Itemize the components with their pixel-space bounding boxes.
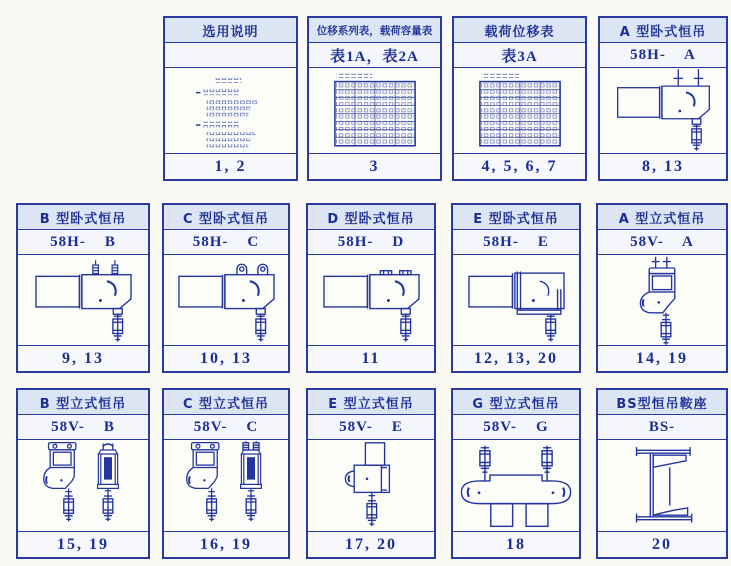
- diagram-58v-a-hanger: [634, 255, 690, 345]
- card-58h-b: [16, 203, 150, 373]
- card-title: B 型立式恒吊: [18, 390, 148, 415]
- diagram-58v-g-hanger: [453, 444, 579, 528]
- card-subtitle: [165, 43, 296, 68]
- card-subtitle: 58V- B: [18, 415, 148, 440]
- card-page-numbers: 12, 13, 20: [453, 345, 579, 371]
- card-subtitle: 58V- A: [598, 230, 726, 255]
- card-subtitle: 表1A，表2A: [309, 43, 440, 68]
- card-subtitle: 58V- E: [308, 415, 434, 440]
- diagram-58v-b-side-view: [42, 441, 84, 531]
- card-title: C 型卧式恒吊: [164, 205, 288, 230]
- diagram-58v-c-side-view: [185, 441, 227, 531]
- row-1: [163, 16, 731, 181]
- card-series-tables: [307, 16, 442, 181]
- diagram-58v-e-hanger: [335, 441, 407, 531]
- card-58v-c: [162, 388, 290, 559]
- diagram-58h-a-hanger: [613, 69, 714, 153]
- card-page-numbers: 11: [308, 345, 434, 371]
- diagram-58h-c-hanger: [174, 257, 279, 344]
- card-subtitle: 58H- D: [308, 230, 434, 255]
- card-page-numbers: 17, 20: [308, 531, 434, 557]
- diagram-58h-e-hanger: [464, 257, 569, 344]
- hanger-58v-b-content: [18, 440, 148, 531]
- hanger-58h-d-content: [308, 255, 434, 345]
- card-subtitle: 58H- E: [453, 230, 579, 255]
- card-title: 选用说明: [165, 18, 296, 43]
- hanger-58v-a-content: [598, 255, 726, 345]
- card-title: A 型立式恒吊: [598, 205, 726, 230]
- card-page-numbers: 9, 13: [18, 345, 148, 371]
- hanger-58v-e-content: [308, 440, 434, 531]
- hanger-58h-e-content: [453, 255, 579, 345]
- card-subtitle: 表3A: [454, 43, 585, 68]
- selection-notes-content: [165, 68, 296, 153]
- card-subtitle: BS-: [598, 415, 726, 440]
- card-58h-d: [306, 203, 436, 373]
- card-page-numbers: 4, 5, 6, 7: [454, 153, 585, 179]
- series-tables-content: [309, 68, 440, 153]
- diagram-bs-saddle: [626, 442, 699, 530]
- card-title: C 型立式恒吊: [164, 390, 288, 415]
- mini-table-graphic: [470, 70, 570, 152]
- card-title: D 型卧式恒吊: [308, 205, 434, 230]
- card-title: E 型立式恒吊: [308, 390, 434, 415]
- card-subtitle: 58H- C: [164, 230, 288, 255]
- card-page-numbers: 18: [453, 531, 579, 557]
- hanger-58h-b-content: [18, 255, 148, 345]
- card-title: 载荷位移表: [454, 18, 585, 43]
- card-page-numbers: 10, 13: [164, 345, 288, 371]
- card-selection-notes: [163, 16, 298, 181]
- card-subtitle: 58V- C: [164, 415, 288, 440]
- card-page-numbers: 16, 19: [164, 531, 288, 557]
- card-title: A 型卧式恒吊: [600, 18, 726, 43]
- card-title: E 型卧式恒吊: [453, 205, 579, 230]
- card-subtitle: 58V- G: [453, 415, 579, 440]
- diagram-58v-b-front-view: [92, 441, 124, 531]
- card-page-numbers: 8, 13: [600, 153, 726, 179]
- card-58v-b: [16, 388, 150, 559]
- diagram-58v-c-front-view: [235, 441, 267, 531]
- card-58h-e: [451, 203, 581, 373]
- card-title: 位移系列表，载荷容量表: [309, 18, 440, 43]
- illegible-paragraph-graphic: [176, 69, 286, 153]
- row-3: [16, 388, 731, 559]
- mini-table-graphic: [325, 70, 425, 152]
- hanger-58h-a-content: [600, 68, 726, 153]
- hanger-58v-g-content: [453, 440, 579, 531]
- card-page-numbers: 15, 19: [18, 531, 148, 557]
- card-load-displacement: [452, 16, 587, 181]
- card-58h-a: [598, 16, 728, 181]
- card-subtitle: 58H- B: [18, 230, 148, 255]
- card-bs-saddle: [596, 388, 728, 559]
- card-58h-c: [162, 203, 290, 373]
- row-2: [16, 203, 731, 373]
- bs-saddle-content: [598, 440, 726, 531]
- load-displacement-content: [454, 68, 585, 153]
- card-subtitle: 58H- A: [600, 43, 726, 68]
- card-page-numbers: 14, 19: [598, 345, 726, 371]
- card-58v-a: [596, 203, 728, 373]
- card-title: B 型卧式恒吊: [18, 205, 148, 230]
- card-title: G 型立式恒吊: [453, 390, 579, 415]
- card-page-numbers: 1, 2: [165, 153, 296, 179]
- hanger-58h-c-content: [164, 255, 288, 345]
- card-58v-e: [306, 388, 436, 559]
- hanger-58v-c-content: [164, 440, 288, 531]
- card-page-numbers: 3: [309, 153, 440, 179]
- diagram-58h-b-hanger: [31, 257, 136, 344]
- card-page-numbers: 20: [598, 531, 726, 557]
- card-title: BS型恒吊鞍座: [598, 390, 726, 415]
- diagram-58h-d-hanger: [319, 257, 424, 344]
- card-58v-g: [451, 388, 581, 559]
